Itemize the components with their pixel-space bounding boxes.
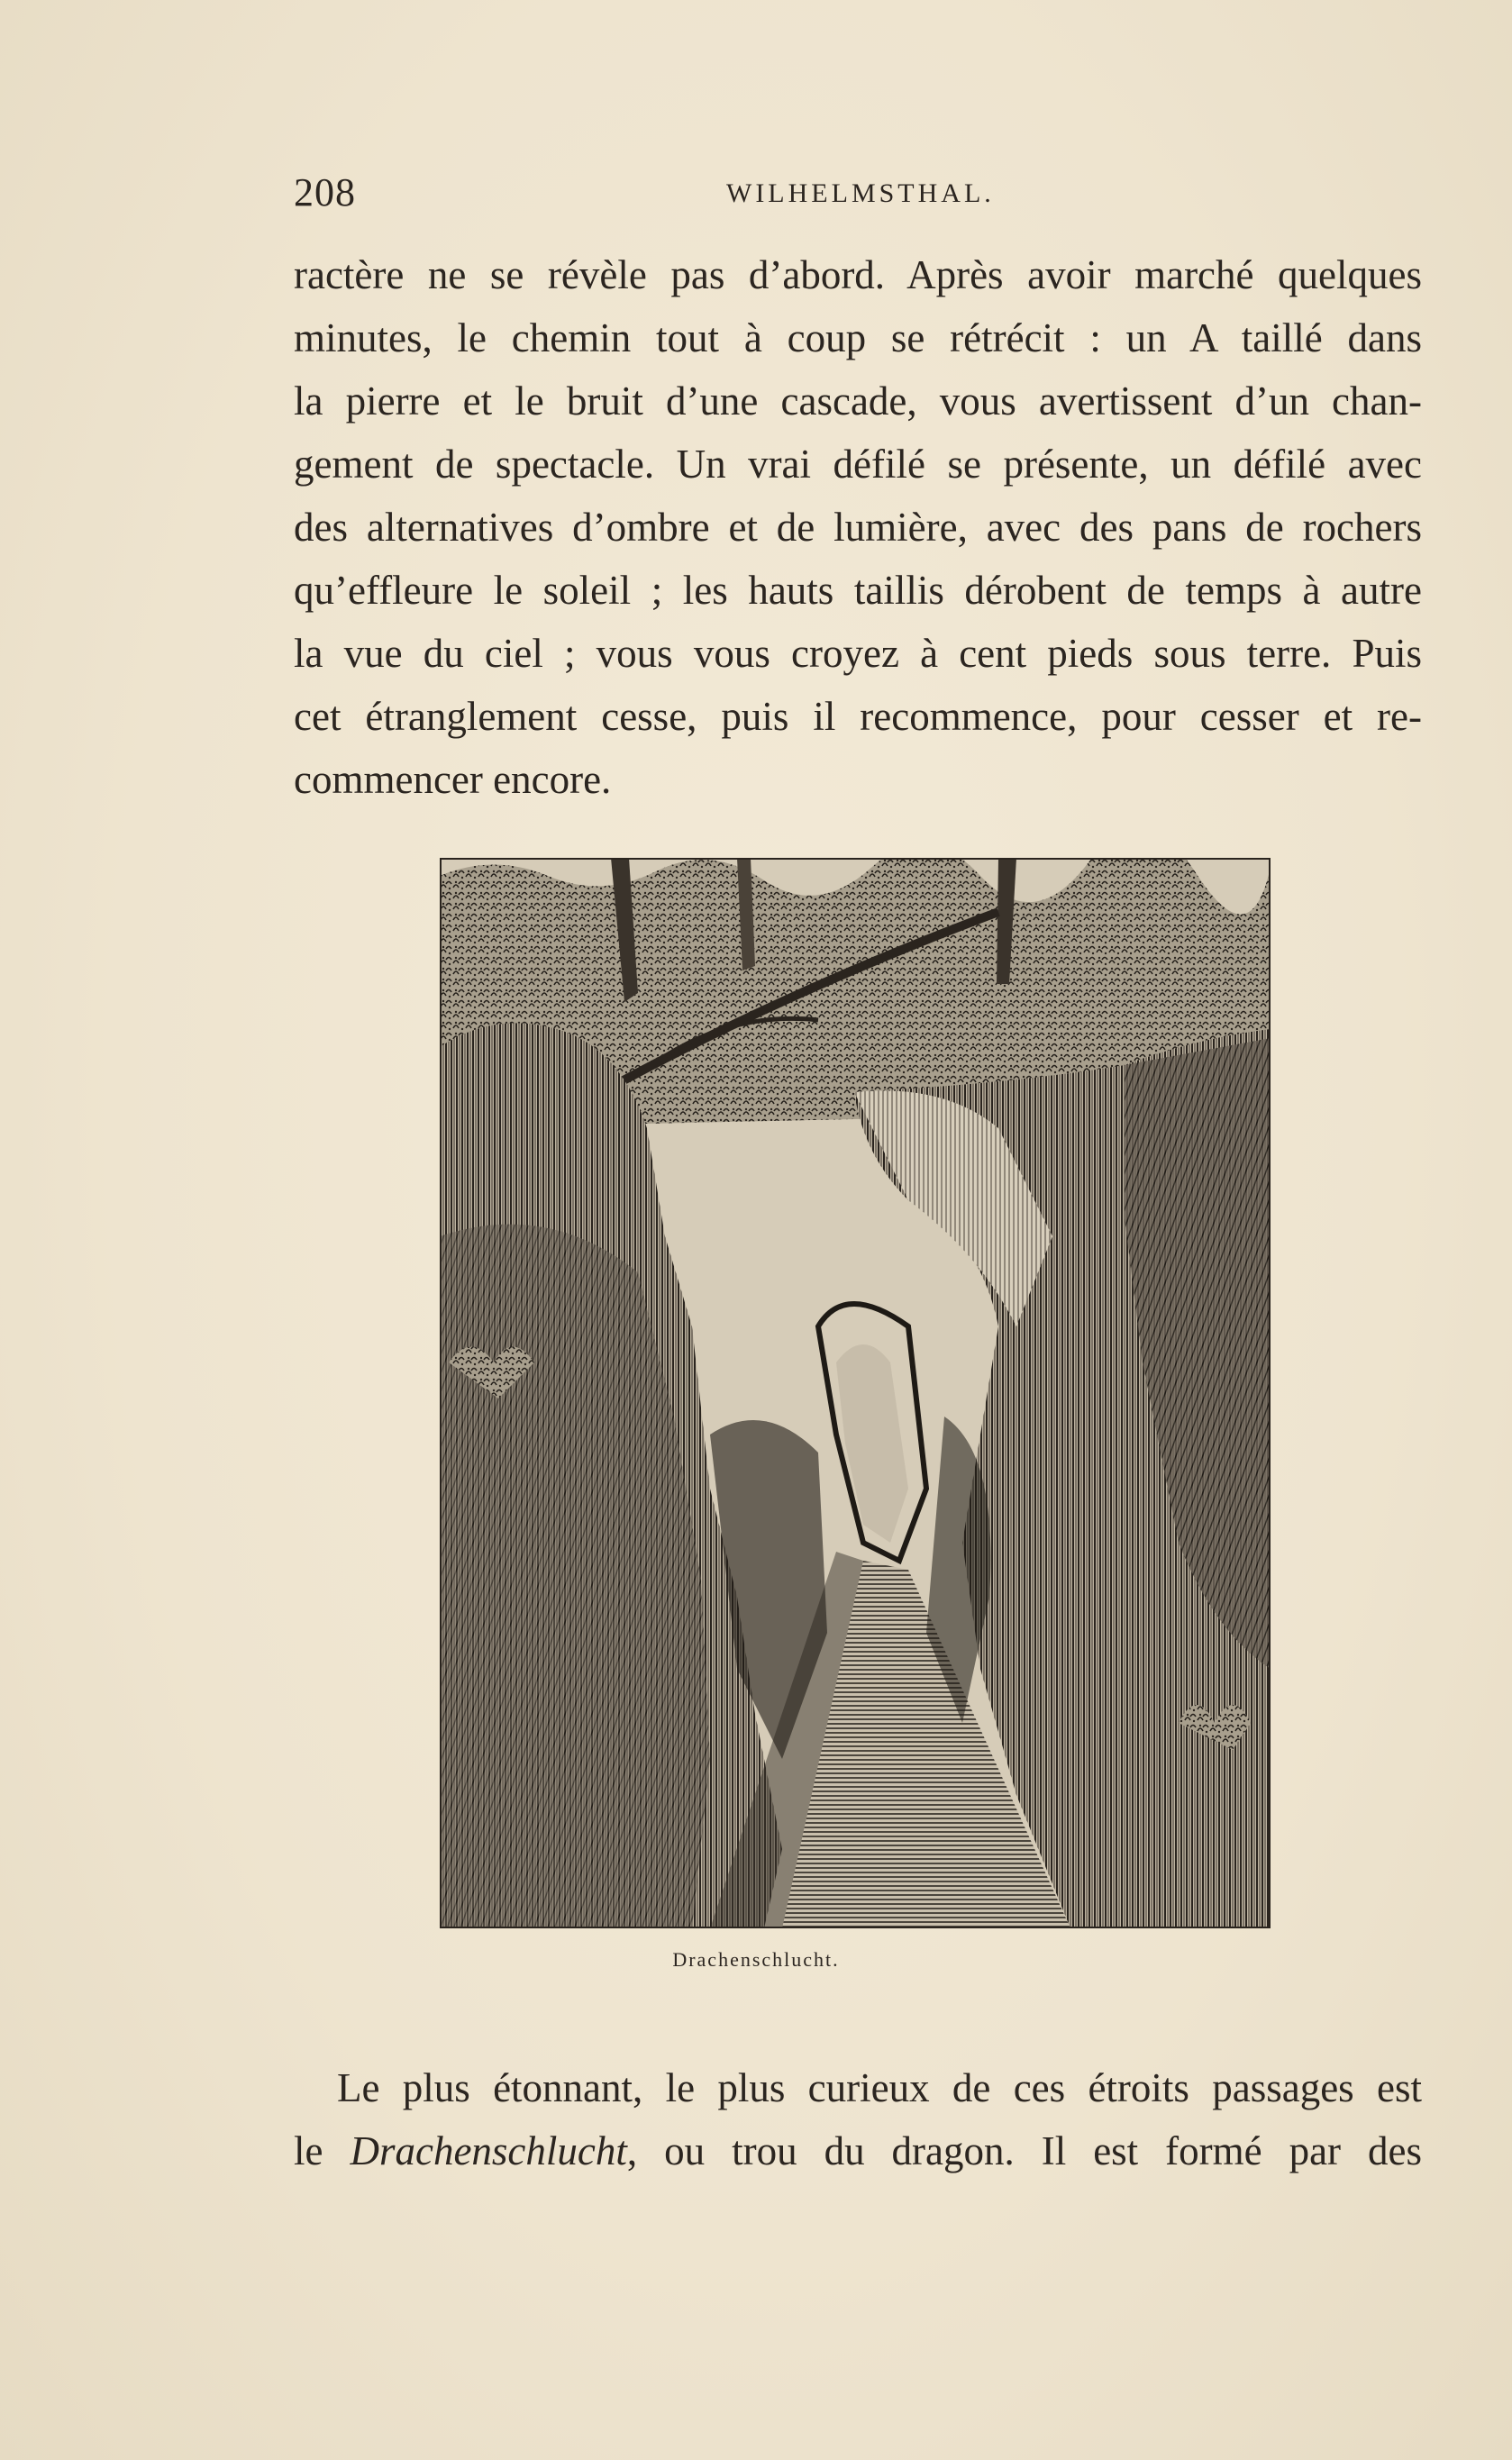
paragraph-1 [294,243,1422,811]
page-header [294,169,1422,223]
text-line: la pierre et le bruit d’une cascade, vous avertissent d’un chan- [294,378,1422,424]
running-head: WILHELMSTHAL. [726,178,995,208]
text-segment: , ou trou du dragon. Il est formé par des [626,2128,1423,2173]
text-line: des alternatives d’ombre et de lumière, avec des pans de rochers [294,505,1422,550]
text-line: ractère ne se révèle pas d’abord. Après avoir marché quelques [294,252,1422,297]
text-line: gement de spectacle. Un vrai défilé se présente, un défilé avec [294,442,1422,487]
text-line: la vue du ciel ; vous vous croyez à cent pieds sous terre. Puis [294,631,1422,676]
italic-term: Drachenschlucht [350,2128,627,2173]
text-line [294,2119,1422,2182]
engraving-illustration [440,858,1271,1928]
text-line: cet étranglement cesse, puis il recommence, pour cesser et re- [294,694,1422,739]
page-number: 208 [294,170,356,214]
text-line: commencer encore. [294,757,612,802]
text-segment: le [294,2128,351,2173]
text-line: minutes, le chemin tout à coup se rétrécit : un A taillé dans [294,315,1422,360]
text-line: qu’effleure le soleil ; les hauts taillis dérobent de temps à autre [294,568,1422,613]
text-line: Le plus étonnant, le plus curieux de ces étroits passages est [337,2065,1422,2110]
figure-caption: Drachenschlucht. [672,1948,840,1971]
paragraph-2 [294,2056,1422,2182]
ravine-engraving [440,858,1271,1928]
